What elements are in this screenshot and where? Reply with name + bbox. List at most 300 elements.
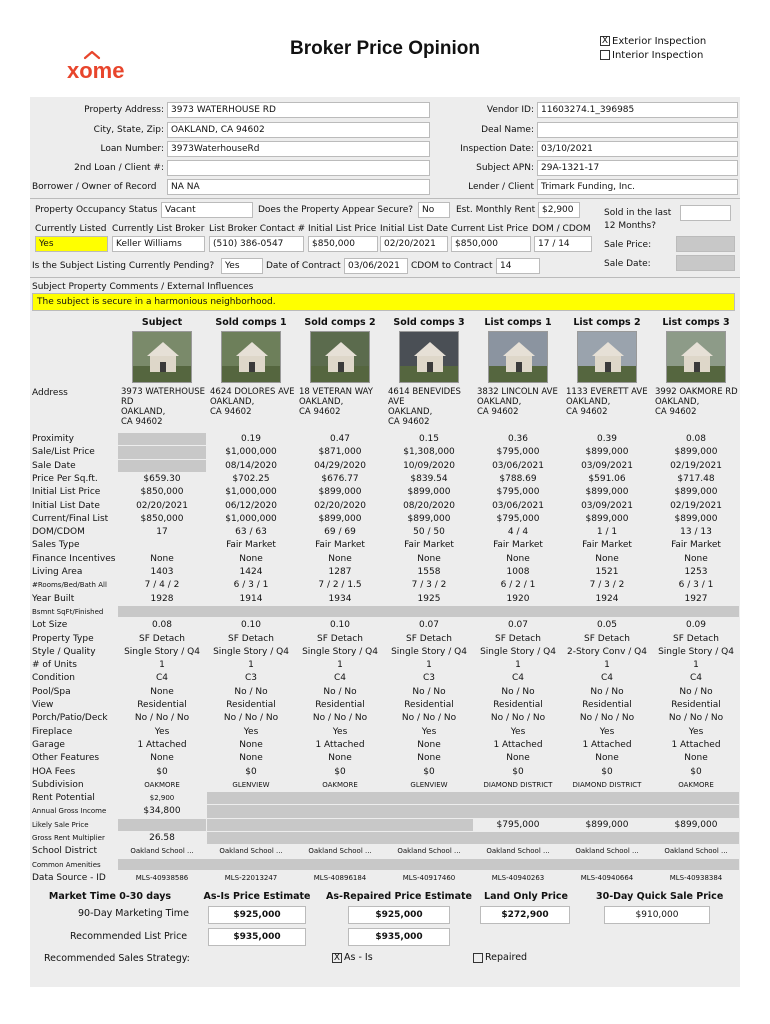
property-photo-7 <box>666 331 726 383</box>
row-cell[interactable]: 02/19/2021 <box>670 460 722 471</box>
row-cell[interactable]: $899,000 <box>674 513 718 524</box>
occupancy-field[interactable]: Vacant <box>161 202 253 218</box>
row-cell[interactable]: 2-Story Conv / Q4 <box>567 646 647 657</box>
row-cell[interactable]: C3 <box>244 673 257 684</box>
strategy-repaired-label: Repaired <box>485 952 528 963</box>
row-cell[interactable]: 03/09/2021 <box>581 500 633 511</box>
row-cell[interactable]: 1920 <box>506 593 530 604</box>
row-cell[interactable]: 0.19 <box>240 434 262 444</box>
row-label: Lot Size <box>32 620 68 631</box>
broker-label: Currently List Broker <box>112 224 205 234</box>
row-cell[interactable]: None <box>506 753 530 764</box>
row-cell[interactable]: 0.07 <box>507 620 529 631</box>
row-cell[interactable]: $717.48 <box>677 473 715 484</box>
city-field[interactable]: OAKLAND, CA 94602 <box>167 122 430 138</box>
address-line: 3992 OAKMORE RD <box>655 387 738 397</box>
row-cell[interactable]: SF Detach <box>228 633 274 644</box>
loan-field[interactable]: 3973WaterhouseRd <box>167 141 430 157</box>
row-cell[interactable]: Single Story / Q4 <box>302 646 378 657</box>
row-cell[interactable]: 6 / 3 / 1 <box>233 580 269 591</box>
address-2 <box>210 387 300 417</box>
address-line: CA 94602 <box>477 407 519 417</box>
listed-field[interactable]: Yes <box>35 236 108 252</box>
row-cell[interactable]: $0 <box>156 766 168 777</box>
row-cell[interactable]: $1,000,000 <box>225 513 277 524</box>
property-photo-1 <box>132 331 192 383</box>
pending-field[interactable]: Yes <box>221 258 263 274</box>
rent-field[interactable]: $2,900 <box>538 202 580 218</box>
address-line: OAKLAND, <box>388 407 433 417</box>
row-cell[interactable]: Yes <box>599 726 615 737</box>
row-cell[interactable]: Oakland School ... <box>130 847 194 856</box>
row-cell[interactable]: 1403 <box>150 567 174 577</box>
row-cell[interactable]: No / No <box>501 686 535 697</box>
row-cell[interactable]: MLS-40896184 <box>313 873 367 882</box>
divider <box>30 277 740 278</box>
row-cell[interactable]: C4 <box>600 673 613 684</box>
row-cell[interactable]: SF Detach <box>406 633 452 644</box>
row-cell[interactable]: C3 <box>422 673 435 684</box>
row-cell[interactable]: SF Detach <box>317 633 363 644</box>
row-cell[interactable]: 26.58 <box>149 833 175 843</box>
row-cell[interactable]: $676.77 <box>321 473 359 484</box>
column-header-1: Subject <box>141 317 183 328</box>
row-cell[interactable]: 6 / 2 / 1 <box>500 580 536 591</box>
row-cell[interactable]: $788.69 <box>499 473 537 484</box>
row-cell[interactable]: GLENVIEW <box>410 780 448 789</box>
inspection-date-field[interactable]: 03/10/2021 <box>537 141 738 157</box>
column-header-4: Sold comps 3 <box>393 317 465 328</box>
address-1 <box>121 387 211 427</box>
contact-label: List Broker Contact # <box>209 224 306 234</box>
row-cell[interactable]: Yes <box>243 726 259 737</box>
row-label: Year Built <box>32 593 75 604</box>
row-cell[interactable]: Oakland School ... <box>664 847 728 856</box>
row-label: Sales Type <box>32 540 80 551</box>
repaired-label: As-Repaired Price Estimate <box>326 891 472 902</box>
broker-field[interactable]: Keller Williams <box>112 236 205 252</box>
row-cell[interactable]: 08/14/2020 <box>225 460 277 471</box>
row-cell[interactable]: 1 <box>515 660 521 671</box>
row-cell[interactable]: 0.36 <box>507 434 529 444</box>
row-cell[interactable]: 0.10 <box>329 620 351 631</box>
row-cell[interactable]: 1 Attached <box>315 739 365 750</box>
row-cell[interactable]: 03/09/2021 <box>581 460 633 471</box>
row-cell[interactable]: Oakland School ... <box>486 847 550 856</box>
row-cell[interactable]: 0.08 <box>685 434 707 444</box>
row-cell[interactable]: Fair Market <box>671 540 721 551</box>
row-cell[interactable]: $2,900 <box>149 794 175 803</box>
property-photo-2 <box>221 331 281 383</box>
sold12-field[interactable] <box>680 205 731 221</box>
column-header-7: List comps 3 <box>662 317 730 328</box>
row-label: View <box>32 700 54 710</box>
row-cell[interactable]: $0 <box>512 766 524 777</box>
row-cell[interactable]: Yes <box>421 726 437 737</box>
row-cell[interactable]: None <box>150 553 174 564</box>
row-cell[interactable]: $0 <box>334 766 346 777</box>
row-cell[interactable]: Fair Market <box>493 540 543 551</box>
row-cell[interactable]: 7 / 3 / 2 <box>589 580 625 591</box>
row-cell[interactable]: 08/20/2020 <box>403 500 455 511</box>
asis-rec-value[interactable]: $935,000 <box>208 928 306 946</box>
row-cell[interactable]: Single Story / Q4 <box>658 646 734 657</box>
row-cell[interactable]: Yes <box>688 726 704 737</box>
row-cell[interactable]: 1 Attached <box>137 739 187 750</box>
row-cell[interactable]: $702.25 <box>232 473 270 484</box>
row-cell[interactable]: C4 <box>511 673 524 684</box>
row-cell[interactable]: $871,000 <box>318 447 362 458</box>
secure-field[interactable]: No <box>418 202 450 218</box>
row-cell[interactable]: 03/06/2021 <box>492 460 544 471</box>
row-cell[interactable]: Single Story / Q4 <box>213 646 289 657</box>
comments-field[interactable]: The subject is secure in a harmonious neighborhood. <box>32 293 735 311</box>
row-label: Initial List Price <box>32 487 101 498</box>
row-cell[interactable]: $899,000 <box>407 513 451 524</box>
row-cell[interactable]: No / No / No <box>134 713 190 724</box>
row-cell[interactable]: No / No / No <box>312 713 368 724</box>
row-cell[interactable]: 1008 <box>506 567 530 577</box>
row-cell[interactable]: $0 <box>245 766 257 777</box>
deal-label: Deal Name: <box>481 125 534 135</box>
row-cell[interactable]: Yes <box>510 726 526 737</box>
grey-cell <box>118 819 206 831</box>
row-cell[interactable]: $795,000 <box>496 447 540 458</box>
row-cell[interactable]: 02/19/2021 <box>670 500 722 511</box>
interior-inspection-checkbox[interactable] <box>600 50 703 61</box>
row-cell[interactable]: $591.06 <box>588 473 626 484</box>
ilp-label: Initial List Price <box>308 224 377 234</box>
strategy-repaired-checkbox[interactable] <box>473 952 527 963</box>
row-cell[interactable]: None <box>417 553 441 564</box>
row-cell[interactable]: 1 Attached <box>582 739 632 750</box>
row-cell[interactable]: $1,000,000 <box>225 487 277 498</box>
cdom-field[interactable]: 14 <box>496 258 540 274</box>
row-label: Annual Gross Income <box>32 807 107 816</box>
address-line: CA 94602 <box>210 407 252 417</box>
inspection-date-label: Inspection Date: <box>460 144 534 154</box>
row-cell[interactable]: 1 <box>693 660 699 671</box>
row-cell[interactable]: MLS-40940263 <box>491 873 545 882</box>
row-cell[interactable]: $659.30 <box>143 473 181 484</box>
row-cell[interactable]: No / No / No <box>579 713 635 724</box>
row-cell[interactable]: 13 / 13 <box>680 527 712 538</box>
row-cell[interactable]: 03/06/2021 <box>492 500 544 511</box>
row-cell[interactable]: None <box>150 686 174 697</box>
listed-label: Currently Listed <box>35 224 107 234</box>
row-cell[interactable]: $1,308,000 <box>403 447 455 458</box>
address-line: CA 94602 <box>655 407 697 417</box>
row-cell[interactable]: $899,000 <box>318 487 362 498</box>
row-cell[interactable]: 1287 <box>328 567 352 577</box>
exterior-inspection-checkbox[interactable] <box>600 36 706 47</box>
row-cell[interactable]: No / No <box>323 686 357 697</box>
row-cell[interactable]: 63 / 63 <box>235 527 267 538</box>
row-cell[interactable]: 0.39 <box>596 434 618 444</box>
address-line: OAKLAND, <box>655 397 700 407</box>
row-cell[interactable]: $1,000,000 <box>225 447 277 458</box>
property-address-field[interactable]: 3973 WATERHOUSE RD <box>167 102 430 118</box>
row-cell[interactable]: DIAMOND DISTRICT <box>483 780 553 789</box>
row-cell[interactable]: No / No / No <box>223 713 279 724</box>
ilp-field[interactable]: $850,000 <box>308 236 378 252</box>
address-5 <box>477 387 567 417</box>
row-label: Living Area <box>32 567 83 577</box>
row-cell[interactable]: 1914 <box>239 593 263 604</box>
asis-label: As-Is Price Estimate <box>203 891 311 902</box>
row-cell[interactable]: 4 / 4 <box>507 527 529 538</box>
row-cell[interactable]: 1 Attached <box>671 739 721 750</box>
row-cell[interactable]: No / No <box>234 686 268 697</box>
row-cell[interactable]: 1934 <box>328 593 352 604</box>
row-cell[interactable]: None <box>595 553 619 564</box>
secure-label: Does the Property Appear Secure? <box>258 205 414 215</box>
row-cell[interactable]: Residential <box>493 700 543 710</box>
row-cell[interactable]: SF Detach <box>584 633 630 644</box>
row-cell[interactable]: $0 <box>690 766 702 777</box>
contract-field[interactable]: 03/06/2021 <box>344 258 408 274</box>
land-value[interactable]: $272,900 <box>480 906 570 924</box>
borrower-label: Borrower / Owner of Record <box>32 182 157 192</box>
sale-price-label: Sale Price: <box>604 240 652 250</box>
address-label: Address <box>32 388 68 398</box>
sale-date-label: Sale Date: <box>604 259 651 269</box>
row-cell[interactable]: 1424 <box>239 567 263 577</box>
row-cell[interactable]: OAKMORE <box>144 780 180 789</box>
row-cell[interactable]: C4 <box>333 673 346 684</box>
repaired-value[interactable]: $925,000 <box>348 906 450 924</box>
row-cell[interactable]: $0 <box>601 766 613 777</box>
row-cell[interactable]: 1 <box>604 660 610 671</box>
row-cell[interactable]: 06/12/2020 <box>225 500 277 511</box>
row-cell[interactable]: 6 / 3 / 1 <box>678 580 714 591</box>
row-cell[interactable]: 69 / 69 <box>324 527 356 538</box>
row-cell[interactable]: MLS-40938384 <box>669 873 723 882</box>
cdom-label: CDOM to Contract <box>411 261 493 271</box>
strategy-asis-checkbox[interactable] <box>332 952 373 963</box>
row-cell[interactable]: 1 <box>248 660 254 671</box>
row-cell[interactable]: 17 <box>156 527 168 538</box>
row-cell[interactable]: Oakland School ... <box>397 847 461 856</box>
repaired-check-box <box>473 953 483 963</box>
row-cell[interactable]: Single Story / Q4 <box>480 646 556 657</box>
row-cell[interactable]: 7 / 2 / 1.5 <box>318 580 362 591</box>
row-cell[interactable]: Oakland School ... <box>219 847 283 856</box>
row-cell[interactable]: $899,000 <box>407 487 451 498</box>
row-cell[interactable]: MLS-22013247 <box>224 873 278 882</box>
address-line: OAKLAND, <box>299 397 344 407</box>
row-label: Pool/Spa <box>32 686 71 697</box>
row-cell[interactable]: None <box>239 753 263 764</box>
rec-list-label: Recommended List Price <box>70 931 188 942</box>
row-cell[interactable]: $899,000 <box>585 487 629 498</box>
row-cell[interactable]: $899,000 <box>585 447 629 458</box>
row-cell[interactable]: None <box>417 739 441 750</box>
row-cell[interactable]: 50 / 50 <box>413 527 445 538</box>
row-cell[interactable]: Residential <box>137 700 187 710</box>
row-label: Style / Quality <box>32 646 96 657</box>
exterior-inspection-label: Exterior Inspection <box>612 36 707 47</box>
row-cell[interactable]: Yes <box>332 726 348 737</box>
row-cell[interactable]: 0.47 <box>329 434 351 444</box>
row-cell[interactable]: No / No / No <box>668 713 724 724</box>
row-label: School District <box>32 846 98 857</box>
row-cell[interactable]: 10/09/2020 <box>403 460 455 471</box>
row-cell[interactable]: Single Story / Q4 <box>124 646 200 657</box>
row-cell[interactable]: None <box>328 553 352 564</box>
row-cell[interactable]: None <box>239 553 263 564</box>
second-loan-field[interactable] <box>167 160 430 176</box>
row-cell[interactable]: SF Detach <box>139 633 185 644</box>
apn-field[interactable]: 29A-1321-17 <box>537 160 738 176</box>
repaired-rec-value[interactable]: $935,000 <box>348 928 450 946</box>
row-cell[interactable]: 0.09 <box>685 620 707 631</box>
row-cell[interactable]: $850,000 <box>140 487 184 498</box>
row-cell[interactable]: $899,000 <box>585 819 629 830</box>
row-cell[interactable]: 0.08 <box>151 620 173 631</box>
row-cell[interactable]: 1 / 1 <box>596 527 618 538</box>
row-cell[interactable]: 7 / 4 / 2 <box>144 580 180 591</box>
row-label: #Rooms/Bed/Bath All <box>32 581 107 590</box>
row-cell[interactable]: $899,000 <box>674 819 718 830</box>
row-cell[interactable]: Residential <box>315 700 365 710</box>
address-line: 1133 EVERETT AVE <box>566 387 648 397</box>
row-cell[interactable]: DIAMOND DISTRICT <box>572 780 642 789</box>
row-cell[interactable]: MLS-40940664 <box>580 873 634 882</box>
row-cell[interactable]: $795,000 <box>496 487 540 498</box>
row-cell[interactable]: 04/29/2020 <box>314 460 366 471</box>
clp-field[interactable]: $850,000 <box>451 236 531 252</box>
row-cell[interactable]: $795,000 <box>496 513 540 524</box>
row-cell[interactable]: 1928 <box>150 593 174 604</box>
row-cell[interactable]: SF Detach <box>495 633 541 644</box>
address-line: 3832 LINCOLN AVE <box>477 387 558 397</box>
row-cell[interactable]: $899,000 <box>318 513 362 524</box>
address-line: CA 94602 <box>299 407 341 417</box>
row-cell[interactable]: None <box>150 753 174 764</box>
row-cell[interactable]: Oakland School ... <box>308 847 372 856</box>
deal-field[interactable] <box>537 122 738 138</box>
row-cell[interactable]: 02/20/2021 <box>136 500 188 511</box>
row-cell[interactable]: $839.54 <box>410 473 448 484</box>
row-label: Porch/Patio/Deck <box>32 713 108 724</box>
row-cell[interactable]: Yes <box>154 726 170 737</box>
row-cell[interactable]: 0.05 <box>596 620 618 631</box>
row-cell[interactable]: 1521 <box>595 567 619 577</box>
row-cell[interactable]: Fair Market <box>582 540 632 551</box>
row-cell[interactable]: No / No <box>412 686 446 697</box>
row-cell[interactable]: None <box>239 739 263 750</box>
address-line: CA 94602 <box>388 417 430 427</box>
row-cell[interactable]: None <box>506 553 530 564</box>
row-cell[interactable]: Residential <box>226 700 276 710</box>
row-label: DOM/CDOM <box>32 527 85 538</box>
column-header-3: Sold comps 2 <box>304 317 376 328</box>
row-cell[interactable]: MLS-40938586 <box>135 873 189 882</box>
row-cell[interactable]: 0.15 <box>418 434 440 444</box>
row-cell[interactable]: Residential <box>404 700 454 710</box>
row-cell[interactable]: 1253 <box>684 567 708 577</box>
row-cell[interactable]: Fair Market <box>315 540 365 551</box>
row-cell[interactable]: GLENVIEW <box>232 780 270 789</box>
row-cell[interactable]: $899,000 <box>674 487 718 498</box>
row-cell[interactable]: $899,000 <box>585 513 629 524</box>
row-cell[interactable]: None <box>684 553 708 564</box>
row-cell[interactable]: 02/20/2020 <box>314 500 366 511</box>
row-cell[interactable]: 1 <box>337 660 343 671</box>
address-3 <box>299 387 389 417</box>
row-cell[interactable]: $34,800 <box>143 806 181 817</box>
row-cell[interactable]: No / No / No <box>401 713 457 724</box>
grey-cell <box>207 792 739 804</box>
row-cell[interactable]: C4 <box>689 673 702 684</box>
row-cell[interactable]: Fair Market <box>226 540 276 551</box>
row-cell[interactable]: 1 <box>426 660 432 671</box>
row-cell[interactable]: 1925 <box>417 593 441 604</box>
dom-field[interactable]: 17 / 14 <box>534 236 592 252</box>
row-cell[interactable]: None <box>595 753 619 764</box>
row-cell[interactable]: $0 <box>423 766 435 777</box>
asis-value[interactable]: $925,000 <box>208 906 306 924</box>
address-line: OAKLAND, <box>121 407 166 417</box>
row-cell[interactable]: Fair Market <box>404 540 454 551</box>
borrower-field[interactable]: NA NA <box>167 179 430 195</box>
quick-sale-value[interactable]: $910,000 <box>604 906 710 924</box>
row-cell[interactable]: OAKMORE <box>322 780 358 789</box>
row-cell[interactable]: MLS-40917460 <box>402 873 456 882</box>
row-cell[interactable]: $850,000 <box>140 513 184 524</box>
row-label: Initial List Date <box>32 500 100 511</box>
vendor-field[interactable]: 11603274.1_396985 <box>537 102 738 118</box>
row-cell[interactable]: 7 / 3 / 2 <box>411 580 447 591</box>
row-cell[interactable]: Residential <box>582 700 632 710</box>
row-cell[interactable]: 1924 <box>595 593 619 604</box>
pending-label: Is the Subject Listing Currently Pending? <box>32 261 215 271</box>
property-photo-3 <box>310 331 370 383</box>
occupancy-label: Property Occupancy Status <box>35 205 158 215</box>
address-line: RD <box>121 397 134 407</box>
row-cell[interactable]: 0.10 <box>240 620 262 631</box>
row-cell[interactable]: No / No <box>590 686 624 697</box>
row-label: Current/Final List <box>32 513 109 524</box>
row-cell[interactable]: $795,000 <box>496 819 540 830</box>
row-cell[interactable]: Oakland School ... <box>575 847 639 856</box>
row-cell[interactable]: Single Story / Q4 <box>391 646 467 657</box>
lender-field[interactable]: Trimark Funding, Inc. <box>537 179 738 195</box>
row-cell[interactable]: $899,000 <box>674 447 718 458</box>
row-cell[interactable]: 1927 <box>684 593 708 604</box>
row-cell[interactable]: No / No / No <box>490 713 546 724</box>
address-4 <box>388 387 478 427</box>
row-cell[interactable]: OAKMORE <box>678 780 714 789</box>
row-cell[interactable]: 1558 <box>417 567 441 577</box>
row-cell[interactable]: No / No <box>679 686 713 697</box>
row-cell[interactable]: SF Detach <box>673 633 719 644</box>
row-cell[interactable]: 1 <box>159 660 165 671</box>
apn-label: Subject APN: <box>476 163 534 173</box>
row-label: Data Source - ID <box>32 872 106 883</box>
ild-field[interactable]: 02/20/2021 <box>380 236 448 252</box>
row-cell[interactable]: Residential <box>671 700 721 710</box>
row-cell[interactable]: 0.07 <box>418 620 440 631</box>
contact-field[interactable]: (510) 386-0547 <box>209 236 304 252</box>
row-cell[interactable]: 1 Attached <box>493 739 543 750</box>
row-cell[interactable]: None <box>417 753 441 764</box>
row-cell[interactable]: None <box>684 753 708 764</box>
row-cell[interactable]: None <box>328 753 352 764</box>
clp-label: Current List Price <box>451 224 529 234</box>
row-cell[interactable]: C4 <box>155 673 168 684</box>
